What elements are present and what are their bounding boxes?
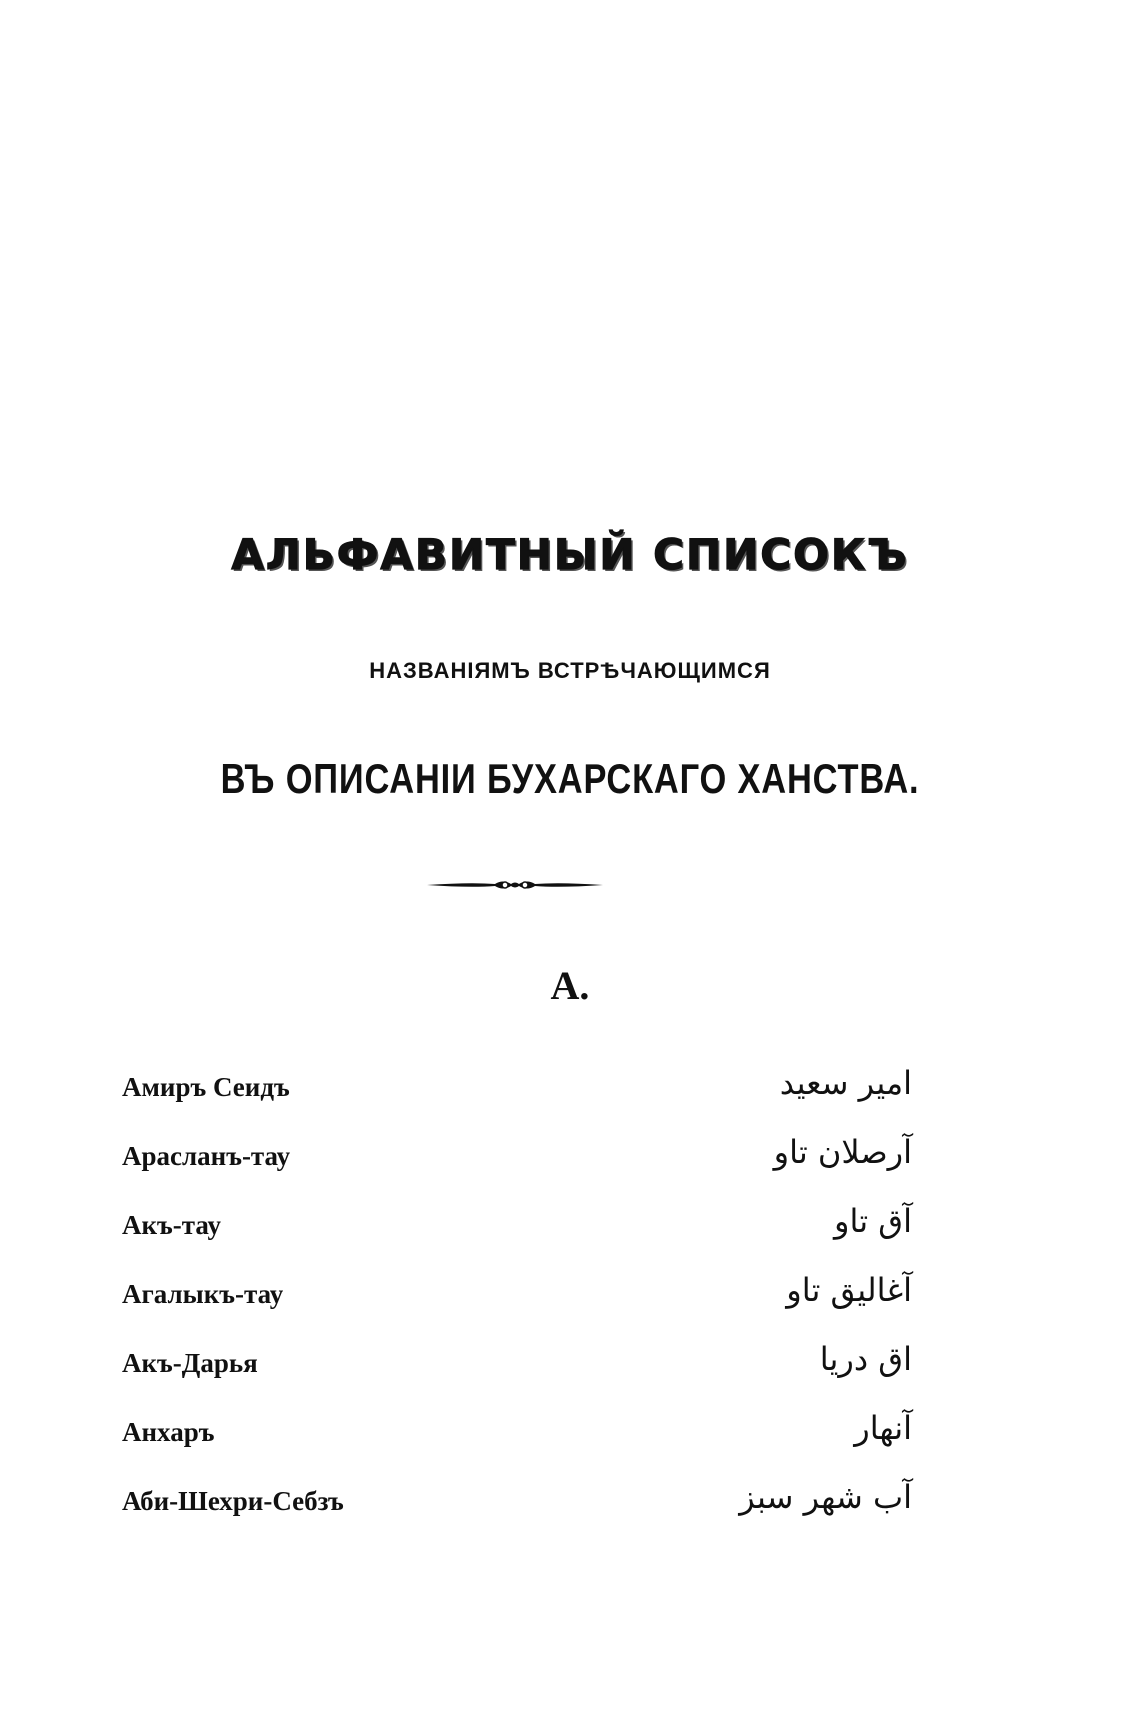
entry-arabic: آغالیق تاو	[786, 1271, 912, 1309]
ornament-divider	[425, 875, 605, 895]
section-letter: А.	[550, 963, 590, 1008]
list-item	[122, 1336, 912, 1405]
entry-list	[122, 1060, 912, 1543]
entry-arabic: آنهار	[854, 1409, 912, 1447]
entry-russian: Аби-Шехри-Себзъ	[122, 1486, 344, 1516]
entry-arabic: امیر سعید	[779, 1064, 912, 1102]
entry-russian: Акъ-тау	[122, 1210, 222, 1240]
entry-russian: Акъ-Дарья	[122, 1348, 258, 1378]
list-item	[122, 1129, 912, 1198]
entry-arabic: آب شهر سبز	[739, 1478, 912, 1516]
list-item	[122, 1405, 912, 1474]
entry-arabic: آرصلان تاو	[773, 1133, 912, 1171]
entry-russian: Арасланъ-тау	[122, 1141, 291, 1171]
list-item	[122, 1267, 912, 1336]
page-subtitle: НАЗВАНІЯМЪ ВСТРѢЧАЮЩИМСЯ	[369, 658, 771, 683]
entry-russian: Анхаръ	[122, 1417, 215, 1447]
list-item	[122, 1474, 912, 1543]
entry-russian: Амиръ Сеидъ	[122, 1072, 290, 1102]
entry-russian: Агалыкъ-тау	[122, 1279, 284, 1309]
page-heading: ВЪ ОПИСАНІИ БУХАРСКАГО ХАНСТВА.	[220, 755, 920, 802]
entry-arabic: آق تاو	[834, 1202, 912, 1240]
list-item	[122, 1060, 912, 1129]
page-title: АЛЬФАВИТНЫЙ СПИСОКЪ	[231, 530, 909, 579]
list-item	[122, 1198, 912, 1267]
entry-arabic: اق دریا	[819, 1340, 912, 1378]
